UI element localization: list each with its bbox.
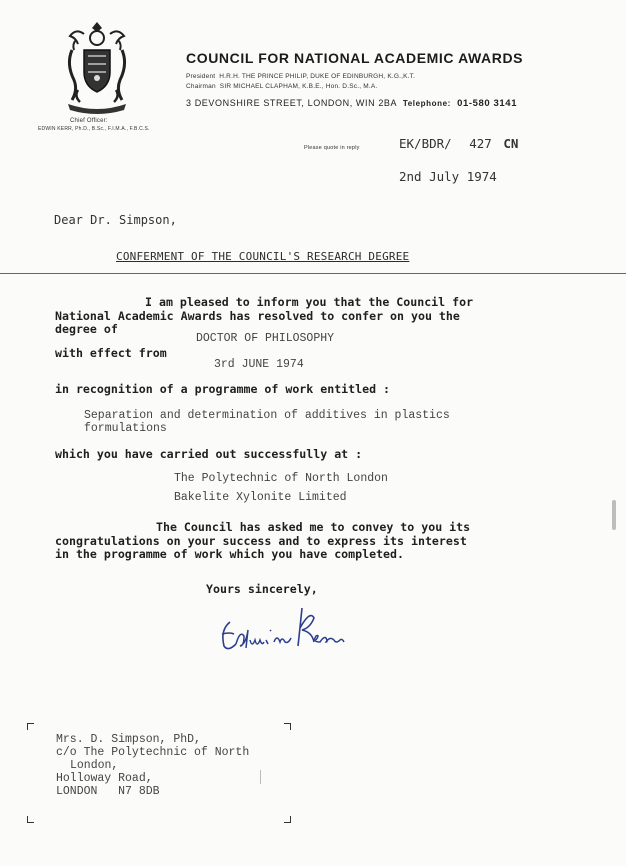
- paragraph2-line2: congratulations on your success and to express its interest: [55, 534, 467, 548]
- recipient-line1: Mrs. D. Simpson, PhD,: [56, 733, 201, 746]
- paragraph1-line2: National Academic Awards has resolved to confer on you the: [55, 309, 460, 323]
- organization-name: COUNCIL FOR NATIONAL ACADEMIC AWARDS: [186, 50, 524, 66]
- reference-suffix: CN: [503, 136, 519, 151]
- window-corner-mark: [284, 723, 291, 730]
- window-corner-mark: [27, 723, 34, 730]
- address-line: [186, 98, 517, 109]
- work-title-line2: formulations: [84, 422, 167, 435]
- work-title-line1: Separation and determination of additives in plastics: [84, 409, 450, 422]
- chairman-line: [186, 83, 377, 90]
- effect-label: with effect from: [55, 346, 167, 360]
- recipient-line3: London,: [70, 759, 119, 772]
- letter-date: 2nd July 1974: [399, 169, 497, 184]
- president-label: President: [186, 73, 216, 80]
- punch-hole-shadow: [612, 500, 616, 530]
- paragraph2-line3: in the programme of work which you have completed.: [55, 547, 405, 561]
- telephone-label: Telephone:: [402, 99, 451, 108]
- carried-out-line: which you have carried out successfully at :: [55, 447, 363, 461]
- paragraph2-line1: The Council has asked me to convey to you its: [156, 520, 471, 534]
- window-corner-mark: [284, 816, 291, 823]
- institution-2: Bakelite Xylonite Limited: [174, 491, 347, 504]
- street-address: 3 DEVONSHIRE STREET, LONDON, WIN 2BA: [186, 98, 397, 108]
- chairman-label: Chairman: [186, 83, 216, 90]
- reference-label: Please quote in reply: [304, 145, 360, 151]
- subject-line: CONFERMENT OF THE COUNCIL'S RESEARCH DEGREE: [116, 250, 410, 263]
- telephone-number: 01-580 3141: [457, 98, 518, 109]
- recognition-line: in recognition of a programme of work entitled :: [55, 382, 391, 396]
- degree-name: DOCTOR OF PHILOSOPHY: [196, 332, 335, 345]
- reference-prefix: EK/BDR/: [399, 136, 452, 151]
- chairman-name: SIR MICHAEL CLAPHAM, K.B.E., Hon. D.Sc., M.A.: [219, 83, 378, 90]
- reference-code: [399, 136, 518, 151]
- council-crest-logo: [62, 20, 132, 116]
- effect-date: 3rd JUNE 1974: [214, 358, 304, 371]
- paragraph1-line3: degree of: [55, 322, 118, 336]
- window-corner-mark: [27, 816, 34, 823]
- salutation: Dear Dr. Simpson,: [54, 213, 177, 227]
- president-name: H.R.H. THE PRINCE PHILIP, DUKE OF EDINBURGH, K.G.,K.T.: [219, 73, 416, 80]
- fold-line: [0, 273, 626, 274]
- reference-number: 427: [469, 136, 492, 151]
- chief-officer-name: EDWIN KERR, Ph.D., B.Sc., F.I.M.A., F.B.C.S.: [38, 126, 150, 132]
- institution-1: The Polytechnic of North London: [174, 472, 388, 485]
- paragraph1-line1: I am pleased to inform you that the Council for: [145, 295, 474, 309]
- president-line: [186, 73, 415, 80]
- recipient-line5: LONDON N7 8DB: [56, 785, 160, 798]
- chief-officer-label: Chief Officer:: [70, 118, 108, 124]
- pencil-mark: [260, 770, 261, 784]
- closing: Yours sincerely,: [206, 582, 318, 596]
- recipient-line2: c/o The Polytechnic of North: [56, 746, 250, 759]
- handwritten-signature: [216, 600, 346, 660]
- recipient-line4: Holloway Road,: [56, 772, 153, 785]
